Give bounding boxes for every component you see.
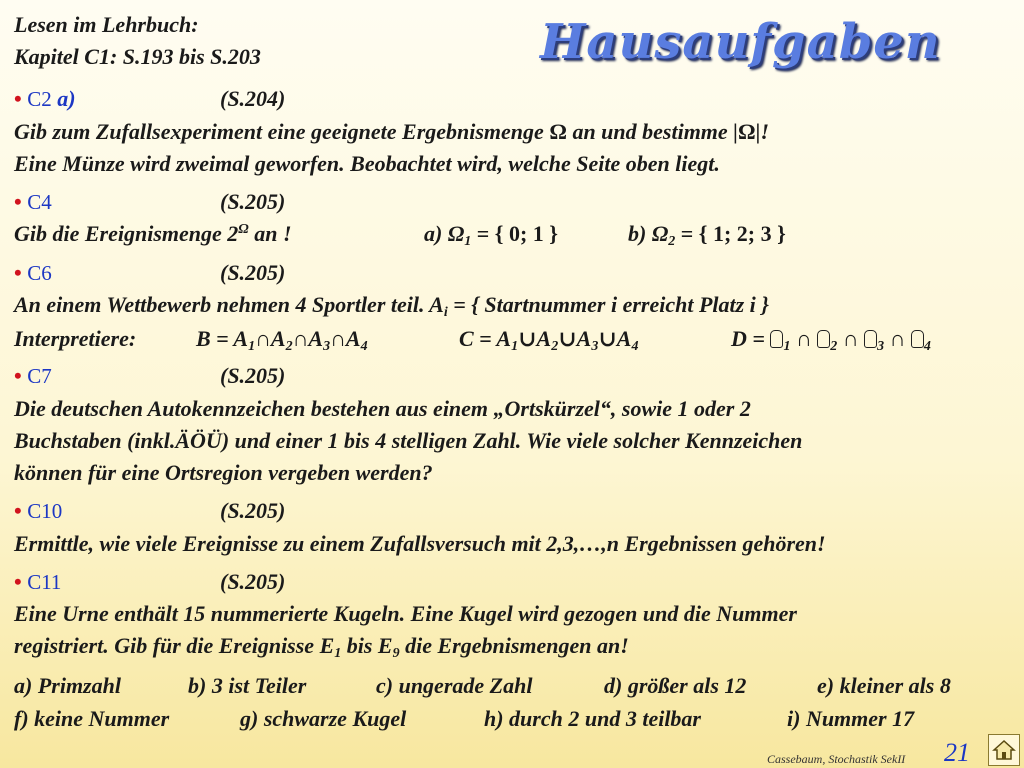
reading-line-1: Lesen im Lehrbuch: [14, 12, 199, 37]
hand-icon [911, 330, 924, 348]
task-c10-heading: • C10 [14, 498, 63, 523]
hand-icon [770, 330, 783, 348]
c11-option-d: d) größer als 12 [604, 673, 747, 698]
c11-option-a: a) Primzahl [14, 673, 121, 698]
task-c10-page: (S.205) [220, 498, 286, 523]
task-c6-C: $C = A_1\cup A_2\cup A_3\cup A_4$ [459, 326, 639, 354]
task-c11-page: (S.205) [220, 569, 286, 594]
bullet: • [14, 86, 22, 111]
task-c7-line2: Buchstaben (inkl.ÄÖÜ) und einer 1 bis 4 stelligen Zahl. Wie viele solcher Kennzeichen [14, 428, 803, 453]
task-c4-heading: • C4 [14, 189, 52, 214]
task-c10-line1: Ermittle, wie viele Ereignisse zu einem Zufallsversuch mit 2,3,…,n Ergebnissen gehören! [14, 531, 826, 556]
task-c6-D: D = $_1$ ∩ $_2$ ∩ $_3$ ∩ $_4$ [731, 326, 931, 354]
task-c2-line1: Gib zum Zufallsexperiment eine geeignete Ergebnismenge Ω an und bestimme |Ω|! [14, 119, 770, 144]
c11-option-c: c) ungerade Zahl [376, 673, 533, 698]
reading-line-2: Kapitel C1: S.193 bis S.203 [14, 44, 261, 69]
task-c2-heading [14, 86, 76, 112]
task-c4-option-b: b) $\Omega_2$ = { 1; 2; 3 } [628, 221, 786, 249]
home-icon [992, 739, 1016, 761]
task-c4-text: Gib die Ereignismenge $2^\Omega$ an ! [14, 221, 292, 246]
c11-option-i: i) Nummer 17 [787, 706, 915, 731]
task-c4-page: (S.205) [220, 189, 286, 214]
task-c11-line1: Eine Urne enthält 15 nummerierte Kugeln. Eine Kugel wird gezogen und die Nummer [14, 601, 797, 626]
task-c7-line1: Die deutschen Autokennzeichen bestehen aus einem „Ortskürzel“, sowie 1 oder 2 [14, 396, 751, 421]
task-c6-heading: • C6 [14, 260, 52, 285]
home-button[interactable] [988, 734, 1020, 766]
task-c2-page: (S.204) [220, 86, 286, 111]
c11-option-b: b) 3 ist Teiler [188, 673, 307, 698]
hand-icon [817, 330, 830, 348]
c11-option-f: f) keine Nummer [14, 706, 170, 731]
task-c11-line2: registriert. Gib für die Ereignisse $E_1$ bis $E_9$ die Ergebnismengen an! [14, 633, 629, 661]
task-c6-interpret: Interpretiere: [14, 326, 137, 351]
task-c6-line1: An einem Wettbewerb nehmen 4 Sportler teil. $A_i$ = { Startnummer i erreicht Platz i } [14, 292, 769, 320]
task-label: C2 [27, 87, 52, 111]
task-c6-page: (S.205) [220, 260, 286, 285]
c11-option-g: g) schwarze Kugel [240, 706, 407, 731]
page-title: Hausaufgaben [540, 14, 941, 70]
footer-credit: Cassebaum, Stochastik SekII [767, 752, 906, 766]
task-c11-heading: • C11 [14, 569, 62, 594]
c11-option-e: e) kleiner als 8 [817, 673, 951, 698]
hand-icon [864, 330, 877, 348]
task-sub: a) [57, 86, 76, 111]
page-number: 21 [944, 738, 970, 767]
task-c2-line2: Eine Münze wird zweimal geworfen. Beobachtet wird, welche Seite oben liegt. [14, 151, 720, 176]
task-c7-page: (S.205) [220, 363, 286, 388]
task-c4-option-a: a) $\Omega_1$ = { 0; 1 } [424, 221, 558, 249]
task-c7-line3: können für eine Ortsregion vergeben werden? [14, 460, 433, 485]
task-c7-heading: • C7 [14, 363, 52, 388]
task-c6-B: $B = A_1\cap A_2\cap A_3\cap A_4$ [196, 326, 368, 354]
c11-option-h: h) durch 2 und 3 teilbar [484, 706, 701, 731]
